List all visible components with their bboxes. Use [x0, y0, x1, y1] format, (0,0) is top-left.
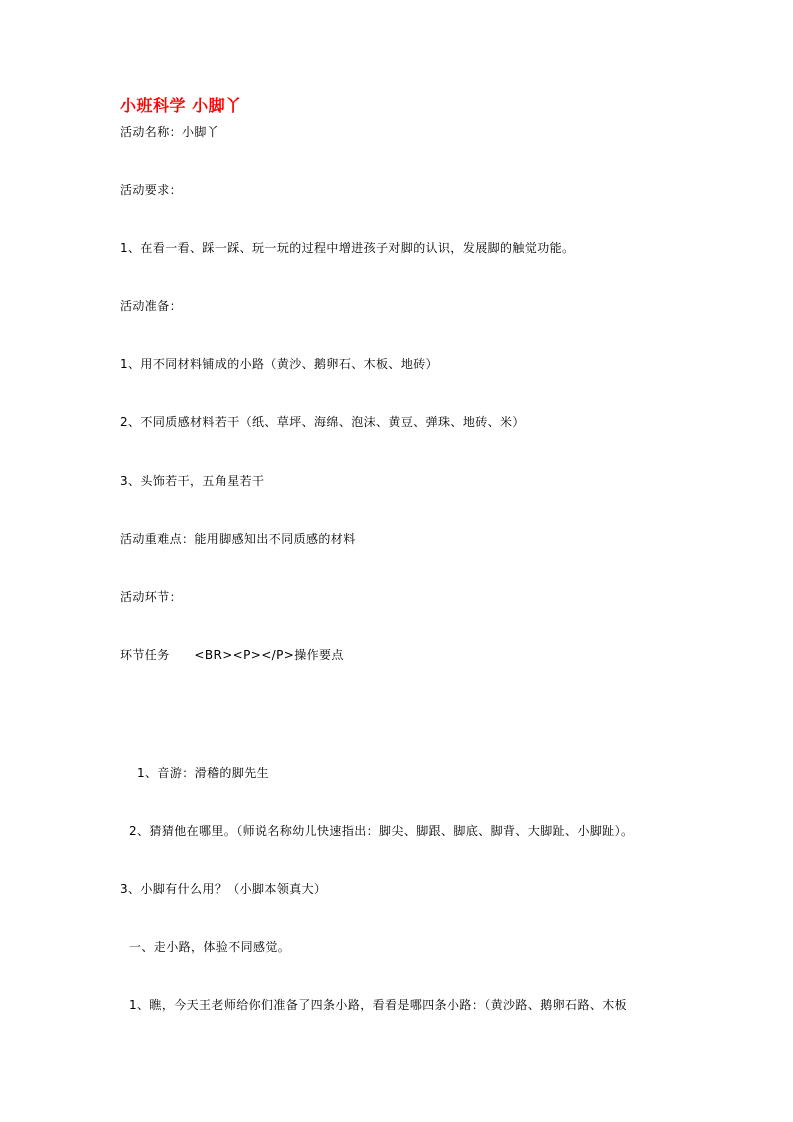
preparation-heading: 活动准备：: [120, 299, 183, 313]
requirement-item: 1、在看一看、踩一踩、玩一玩的过程中增进孩子对脚的认识，发展脚的触觉功能。: [120, 241, 575, 255]
preparation-item: 2、不同质感材料若干（纸、草坪、海绵、泡沫、黄豆、弹珠、地砖、米）: [120, 415, 525, 429]
step-item: 3、小脚有什么用？（小脚本领真大）: [120, 882, 327, 896]
activity-name-line: 活动名称：小脚丫: [120, 125, 220, 139]
step-item: 2、猜猜他在哪里。（师说名称幼儿快速指出：脚尖、脚跟、脚底、脚背、大脚趾、小脚趾）。: [129, 824, 634, 838]
section-heading: 一、走小路，体验不同感觉。: [129, 940, 291, 954]
key-points-line: 活动重难点：能用脚感知出不同质感的材料: [120, 532, 356, 546]
preparation-item: 3、头饰若干，五角星若干: [120, 474, 265, 488]
table-header-line: 环节任务 <BR><P></P>操作要点: [120, 648, 344, 662]
step-item: 1、音游：滑稽的脚先生: [137, 766, 270, 780]
activity-requirements-heading: 活动要求：: [120, 183, 183, 197]
activity-steps-heading: 活动环节：: [120, 590, 183, 604]
step-item: 1、瞧，今天王老师给你们准备了四条小路，看看是哪四条小路：（黄沙路、鹅卵石路、木板: [129, 998, 628, 1012]
preparation-item: 1、用不同材料铺成的小路（黄沙、鹅卵石、木板、地砖）: [120, 357, 439, 371]
document-title: 小班科学 小脚丫: [120, 96, 242, 115]
